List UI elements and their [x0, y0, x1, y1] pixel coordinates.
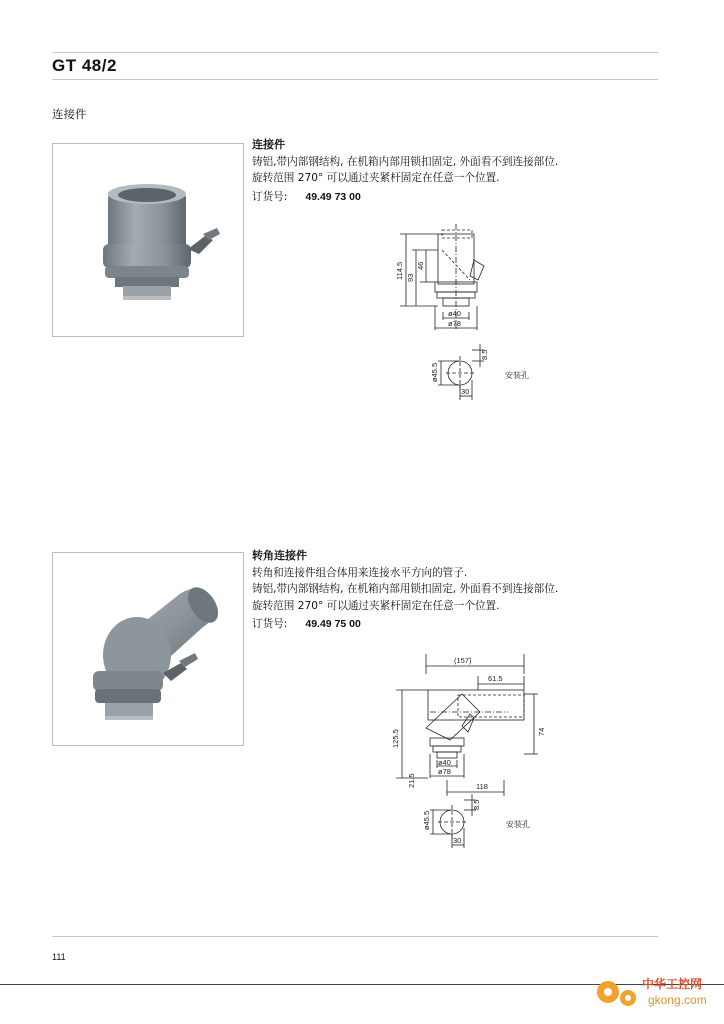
dim-label: 114.5	[395, 261, 404, 280]
order-label: 订货号:	[252, 190, 288, 203]
dim-label: 61.5	[488, 674, 503, 683]
dim-label: 30	[453, 836, 462, 845]
page-title: GT 48/2	[52, 56, 117, 75]
dim-label: 21.5	[407, 773, 416, 788]
order-row	[252, 189, 672, 206]
product-name: 连接件	[252, 138, 285, 151]
page-number: 111	[52, 952, 66, 962]
technical-drawing-connector	[380, 220, 540, 405]
description-line: 旋转范围 270° 可以通过夹紧杆固定在任意一个位置.	[252, 172, 500, 184]
order-number: 49.49 73 00	[305, 190, 361, 203]
dim-label: ø40	[448, 309, 461, 318]
dim-label: ø45.5	[422, 810, 431, 830]
description-line: 转角和连接件组合体用来连接水平方向的管子.	[252, 566, 468, 579]
dim-label: 8.5	[480, 349, 489, 360]
dim-label: 93	[406, 273, 415, 282]
description-line: 旋转范围 270° 可以通过夹紧杆固定在任意一个位置.	[252, 599, 500, 612]
dim-label: 8.5	[472, 799, 481, 810]
description-line: 铸铝,带内部钢结构, 在机箱内部用锁扣固定, 外面看不到连接部位.	[252, 583, 559, 595]
watermark-logo	[592, 968, 716, 1014]
description-line: 铸铝,带内部钢结构, 在机箱内部用锁扣固定, 外面看不到连接部位.	[252, 155, 559, 168]
dim-label: 125.5	[391, 729, 400, 748]
dim-label: ø78	[448, 319, 461, 328]
title-rule	[52, 79, 658, 80]
dim-label: (157)	[454, 656, 472, 665]
top-rule	[52, 52, 658, 53]
order-row	[252, 616, 672, 633]
watermark-brand: 中华工控网	[642, 977, 703, 991]
mounting-hole-label: 安装孔	[506, 820, 530, 829]
order-label: 订货号:	[252, 618, 288, 630]
technical-drawing-elbow-connector	[378, 650, 548, 850]
watermark-url: gkong.com	[648, 993, 707, 1007]
product-photo-elbow-connector	[52, 552, 244, 746]
product-block-elbow-connector	[252, 548, 672, 633]
dim-label: 30	[461, 387, 470, 396]
footer-rule	[52, 936, 658, 937]
mounting-hole-label: 安装孔	[505, 371, 529, 380]
dim-label: ø45.5	[430, 362, 439, 382]
product-block-connector	[252, 137, 672, 205]
dim-label: 46	[416, 261, 425, 270]
product-photo-connector	[52, 143, 244, 337]
dim-label: 74	[537, 727, 546, 736]
dim-label: ø78	[438, 767, 451, 776]
product-name: 转角连接件	[252, 549, 307, 562]
dim-label: 118	[476, 782, 488, 791]
dim-label: ø40	[438, 758, 451, 767]
order-number: 49.49 75 00	[305, 618, 361, 630]
section-title: 连接件	[52, 107, 87, 121]
